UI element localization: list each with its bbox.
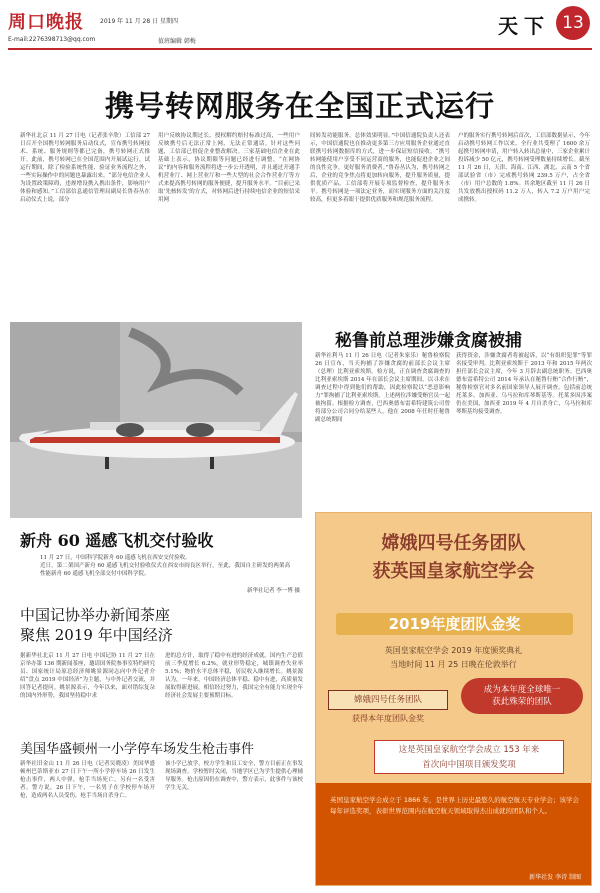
ad-team-badge-sub: 获得本年度团队金奖 — [352, 714, 424, 723]
masthead: 周口晚报 — [8, 12, 84, 33]
ad-first-award-box — [374, 740, 564, 774]
ad-title-line1: 嫦娥四号任务团队 — [381, 533, 526, 554]
ad-footer-text: 英国皇家航空学会成立于 1866 年，是世界上历史最悠久的航空航天专业学会；该学会每年评选奖项，表彰世界范围内在航空航天领域取得杰出成就的团队和个人。 — [330, 796, 579, 815]
ad-title-line2: 获英国皇家航空学会 — [372, 561, 535, 582]
main-headline: 携号转网服务在全国正式运行 — [104, 89, 495, 123]
ad-ceremony-line2: 当地时间 11 月 25 日晚在伦敦举行 — [390, 660, 517, 669]
shooting-story-col1: 新华社旧金山 11 月 26 日电（记者吴晓凌）美国华盛顿州巴蒂斯亚市 27 日下午一所小学停车场 26 日发生枪击事件，两人中弹，枪手当场死亡，另有一名受害者。警方说，26 日下午，一名男子在学校停车场开枪，造成两名人员受伤，枪手当场自杀身亡。 — [20, 761, 155, 799]
ad-unique-badge: 成为本年度全球唯一 获此殊荣的团队 — [461, 678, 583, 714]
journalist-headline-line1: 中国记协举办新闻茶座 — [20, 606, 171, 624]
peru-story-col2: 获得资金，涉嫌贪腐者将被起诉，以“有组织犯罪”等罪名接受审判。比利亚索埃斯于 2013 年和 2015 年两次担任部长会议主席，今年 3 月辞去副总统职务。巴西奥德布雷希特公司 2014 年承认在秘鲁行贿“合作行贿”，秘鲁检察官对多名前国家领导人展开调查，包括前总统托莱多、加西亚、乌马拉和库琴斯基等。托莱多因涉案仍在美国，加西亚 2019 年 4 月自杀身亡，乌马拉和库琴斯基均接受调查。 — [456, 353, 592, 415]
main-story-col1: 新华社北京 11 月 27 日电（记者张辛欣）工信部 27 日召开全国携号转网服务启动仪式，宣布携号转网技术、系统、服务规则等都已完备，携号转网正式推开。此前，携号转网已在全国范围内开展试运行。试运行期间，除了检验系统性能、验证业务流程之外，一些实际操作中的问题也暴露出来。“部分电信企业人为设置政策障碍，违规增设携入携出条件，影响用户体验和感知。”工信部信息通信管理局副局长鲁春丛在启动仪式上说，部分 — [20, 133, 150, 203]
ad-year-banner: 2019年度团队金奖 — [336, 613, 573, 635]
contact-email: E-mail:2276398713@qq.com — [8, 36, 96, 43]
ad-footer-band — [316, 783, 591, 886]
aircraft-photo — [10, 322, 302, 518]
plane-caption: 11 月 27 日，中国科学院新舟 60 遥感飞机在西安交付验收。 近日，第二架国产新舟 60 遥感飞机交付验收仪式在西安市阎良区举行，至此，我国自主研发的两架高性能新舟 60 遥感飞机全部交付中国科学院。 — [40, 555, 290, 577]
ad-ceremony-line1: 英国皇家航空学会 2019 年度颁奖典礼 — [384, 646, 523, 655]
page-header — [8, 6, 592, 50]
journalist-story-col1: 据新华社北京 11 月 27 日电 中国记协 11 月 27 日在京举办第 136 期新闻茶座，邀请国务院参事室特约研究员、国家统计局原总经济师姚景源同志向中外记者介绍“盘点 2019 中国经济”为主题，与中外记者交流，并回答记者提问。姚景源表示，今年以来，面对错综复杂的国内外形势，我国坚持稳中求 — [20, 653, 155, 699]
plane-photo-credit: 新华社记者 李一博 摄 — [247, 588, 300, 594]
aircraft-illustration — [10, 322, 302, 518]
ad-box-line1: 这是英国皇家航空学会成立 153 年来 — [398, 745, 540, 755]
ad-box-line2: 首次向中国项目颁发奖项 — [422, 760, 516, 770]
peru-headline: 秘鲁前总理涉嫌贪腐被捕 — [335, 331, 522, 351]
page-number-badge: 13 — [556, 6, 590, 40]
main-story-col2: 用户反映协议期过长、授权解约赔付标准过高，一些用户反映携号后无法正常上网、无法正常通话。针对这些问题，工信部已督促企业整改解决。三家基础电信企业在此基础上表示，协议期限等问题已经进行调整，“在网协议”的内容和服务流程将进一步公开透明，并且通过开通手机营业厅、网上营业厅和一些大型的社会合作营业厅等方式来提高携号转网的服务便捷，提升服务水平。“目前已采取‘先核转发’的方式，对转网后进行持续电信企业的短信采用网 — [158, 133, 300, 203]
peru-story-col1: 新华社利马 11 月 26 日电（记者朱家乐）秘鲁检察院 26 日宣布，当天拘捕了涉嫌贪腐的前部长会议主席（总理）比利亚索埃斯。检方说，正在调查贪腐调查的比利亚索埃斯 2014 年在部长会议主席期间，以寻求在调查过程中得到他们的帮助，因此检察院以“恶意影响力”罪拘捕了比利亚索埃斯。上述两位涉嫌受贿官员一起被拘留。根据检方调查，巴西奥德布雷希特建筑公司曾将部分公司合同分给某些人，他在 2008 年任时任秘鲁副总统期间 — [315, 353, 450, 423]
duty-editor: 值班编辑 韩梅 — [158, 38, 196, 45]
journalist-story-col2: 进的总方针，取得了稳中有进的经济成就。国内生产总值前三季度增长 6.2%，就业形势稳定，城镇调查失业率 5.1%；物价水平总体平稳，居民收入继续增长。姚景源认为，一年来，中国经济总体平稳、稳中有进，高质量发展取得新进展。相信经过努力，我国完全有能力实现全年经济社会发展主要预期目标。 — [165, 653, 303, 699]
journalist-headline-line2: 聚焦 2019 年中国经济 — [20, 626, 173, 644]
main-story-col4: 户的服务实行携号转网后首次，工信部数据显示，今年启动携号转网工作以来，全行业共受理了 1600 余万起携号转网申请，用户转入转出总量中，三家企业累计投诉减少 50 亿元，携号转网受理数量持续增长。截至 11 月 26 日，天津、海南、江西、湖北、云南 5 个省部试验省（市）完成携号转网 239.5 万户，占全省（市）用户总数的 1.8%。其余地区截至 11 月 26 日共发放携出授权码 11.2 万人，转入 7.2 万户用户完成携转。 — [458, 133, 590, 203]
shooting-headline: 美国华盛顿州一小学停车场发生枪击事件 — [20, 742, 255, 757]
issue-date: 2019 年 11 月 28 日 星期四 — [100, 18, 178, 25]
plane-headline: 新舟 60 遥感飞机交付验收 — [20, 531, 214, 550]
section-name: 天下 — [498, 14, 550, 38]
ad-team-badge: 嫦娥四号任务团队 — [328, 690, 448, 710]
main-story-col3: 间转发功能服务，总体效果明显。”中国信通院负责人还表示，中国信通院也在推动更多第三方应用服务企业通过直联携号转网数据库的方式，进一步保证短信接收。“携号转网能使用户享受不同运营商的服务，也能促进企业之间的良性竞争，更好服务消费者。”鲁春丛认为，携号转网之后，企业的竞争焦点将更加转向服务，提升服务质量，提供优质产品。工信部将开展专项监督检查，提升服务水平。携号转网是一项法定业务，而实现服务方面的关注度较高，但更多着眼于提供优质服务和规范服务流程。 — [310, 133, 450, 203]
ad-credit: 新华社发 李诗 制图 — [529, 874, 581, 881]
header-rule — [8, 48, 592, 50]
award-infographic — [315, 512, 592, 886]
shooting-story-col2: 该小学已放学，校方学生和员工安全，警方目前正在事发现场调查。学校暂时关闭，当地学区已为学生提供心理辅导服务。枪击原因仍在调查中，警方表示，此事件与该校学生无关。 — [165, 761, 303, 791]
